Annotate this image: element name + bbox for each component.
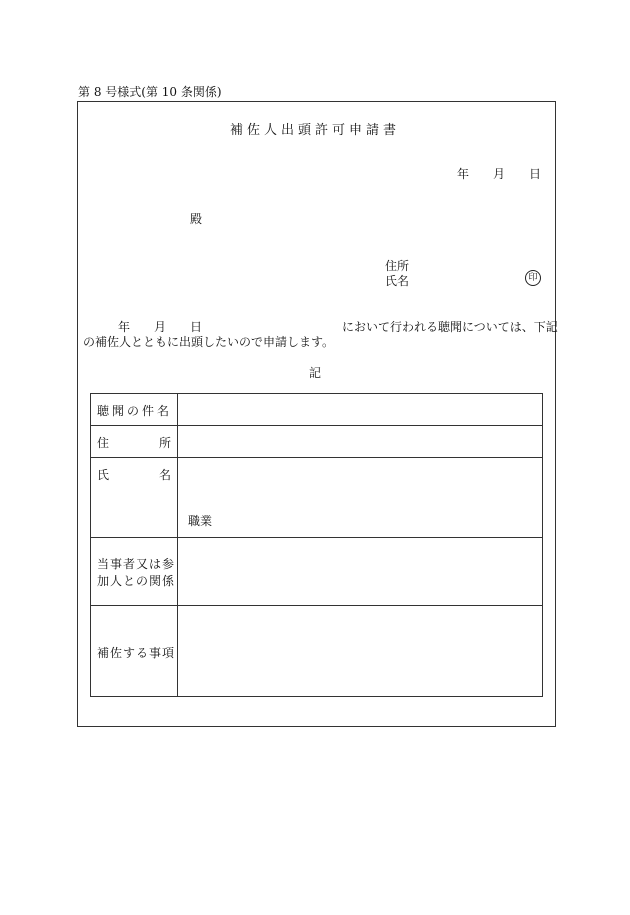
relationship-field[interactable] [178,538,543,606]
assisted-matters-field[interactable] [178,606,543,697]
name-label-part: 名 [158,468,171,482]
addressee-suffix: 殿 [190,212,203,226]
assisted-matters-label: 補佐する事項 [97,646,176,660]
details-table [90,393,543,697]
date-year-label: 年 [457,167,470,181]
table-row [91,426,543,458]
applicant-address-label: 住所 [385,259,410,273]
table-row [91,538,543,606]
body-year-label: 年 [118,320,131,334]
relationship-label-cell [91,538,178,606]
relationship-label-line: 当事者又は参 [97,557,176,571]
applicant-name-label: 氏名 [385,274,410,288]
date-month-label: 月 [493,167,506,181]
document-title: 補佐人出頭許可申請書 [229,123,400,138]
address-field[interactable] [178,426,543,458]
relationship-label [97,538,177,590]
body-day-label: 日 [190,320,203,334]
address-label-part: 所 [158,436,171,450]
hearing-subject-label-cell [91,394,178,426]
relationship-label-line: 加人との関係 [97,574,176,588]
name-label [97,458,177,483]
date-day-label: 日 [529,167,542,181]
table-row [91,606,543,697]
hearing-subject-label: 聴聞の件名 [97,404,173,418]
seal-mark: 印 [525,270,541,286]
body-month-label: 月 [154,320,167,334]
address-label [97,426,177,451]
table-row [91,458,543,538]
body-text-line1: において行われる聴聞については、下記 [342,320,558,334]
name-label-part: 氏 [97,468,110,482]
occupation-label: 職業 [188,514,213,528]
name-label-cell [91,458,178,538]
name-field[interactable] [178,458,543,538]
body-text-line2: の補佐人とともに出頭したいので申請します。 [83,335,335,349]
address-label-cell [91,426,178,458]
hearing-subject-field[interactable] [178,394,543,426]
form-number: 第 8 号様式(第 10 条関係) [78,85,222,99]
assisted-matters-label-cell [91,606,178,697]
address-label-part: 住 [97,436,110,450]
heading-ki: 記 [308,366,321,380]
table-row [91,394,543,426]
